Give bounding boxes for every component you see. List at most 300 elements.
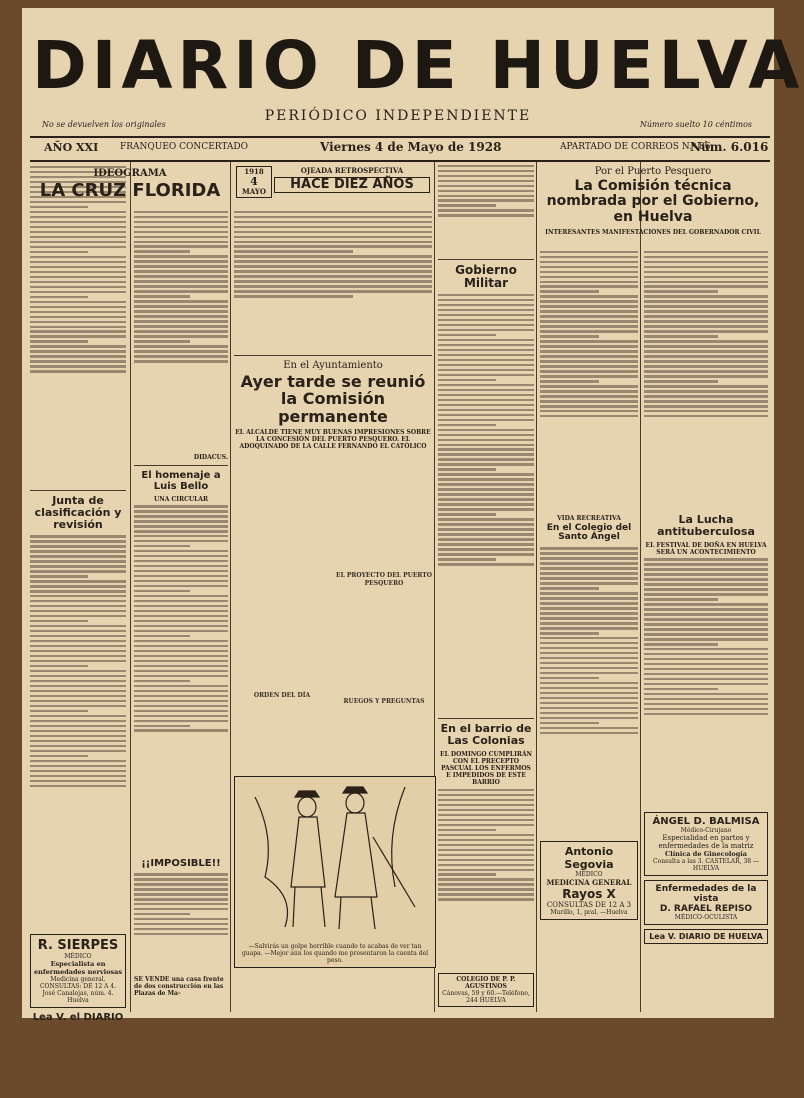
segovia-role: MÉDICO bbox=[575, 871, 603, 879]
retro-month: MAYO bbox=[242, 187, 266, 196]
repiso-ad bbox=[644, 880, 768, 925]
repiso-role: MÉDICO-OCULISTA bbox=[674, 914, 738, 922]
text-line bbox=[540, 642, 638, 644]
text-line bbox=[438, 354, 534, 356]
lea-footer: Lea V. DIARIO DE HUELVA bbox=[644, 929, 768, 944]
text-line bbox=[30, 680, 126, 682]
text-line bbox=[540, 390, 638, 392]
postage-label: FRANQUEO CONCERTADO bbox=[120, 142, 248, 152]
vida-body bbox=[540, 547, 638, 837]
text-line bbox=[540, 577, 638, 579]
text-line bbox=[540, 385, 638, 387]
text-line bbox=[644, 688, 718, 690]
text-line bbox=[134, 515, 228, 517]
text-line bbox=[644, 588, 768, 590]
text-line bbox=[644, 623, 768, 625]
text-line bbox=[30, 545, 126, 547]
text-line bbox=[540, 587, 599, 589]
text-line bbox=[644, 713, 768, 715]
text-line bbox=[134, 560, 228, 562]
pesquero-body-a bbox=[540, 251, 638, 511]
retro-body bbox=[234, 211, 432, 351]
text-line bbox=[30, 625, 126, 627]
text-line bbox=[644, 558, 768, 560]
text-line bbox=[644, 658, 768, 660]
text-line bbox=[438, 359, 534, 361]
text-line bbox=[134, 600, 228, 602]
text-line bbox=[134, 216, 228, 218]
text-line bbox=[438, 873, 496, 875]
text-line bbox=[134, 655, 228, 657]
text-line bbox=[540, 271, 638, 273]
text-line bbox=[438, 339, 534, 341]
text-line bbox=[134, 295, 190, 297]
text-line bbox=[644, 708, 768, 710]
text-line bbox=[644, 320, 768, 322]
text-line bbox=[30, 276, 126, 278]
text-line bbox=[540, 617, 638, 619]
imposible-title: ¡¡IMPOSIBLE!! bbox=[141, 858, 221, 870]
text-line bbox=[134, 335, 228, 337]
junta-title: Junta de clasificación y revisión bbox=[34, 494, 122, 532]
text-line bbox=[134, 705, 228, 707]
text-line bbox=[438, 175, 534, 177]
retro-date-box bbox=[236, 166, 272, 198]
text-line bbox=[30, 655, 126, 657]
text-line bbox=[134, 350, 228, 352]
text-line bbox=[540, 552, 638, 554]
text-line bbox=[30, 365, 126, 367]
balmisa-spec: Especialidad en partos y enfermedades de la matriz bbox=[658, 834, 754, 851]
text-line bbox=[438, 834, 534, 836]
text-line bbox=[30, 540, 126, 542]
text-line bbox=[438, 394, 534, 396]
text-line bbox=[30, 575, 88, 577]
text-line bbox=[134, 903, 228, 905]
dateline-bar bbox=[30, 136, 770, 162]
text-line bbox=[438, 814, 534, 816]
balmisa-role: Médico-Cirujano bbox=[680, 827, 732, 835]
text-line bbox=[134, 250, 190, 252]
text-line bbox=[438, 523, 534, 525]
column-rule bbox=[130, 162, 131, 1012]
text-line bbox=[438, 528, 534, 530]
homenaje-sub: UNA CIRCULAR bbox=[154, 495, 208, 503]
text-line bbox=[134, 236, 228, 238]
sierpes-spec: Especialista en enfermedades nerviosas bbox=[34, 960, 122, 977]
text-line bbox=[30, 620, 88, 622]
text-line bbox=[644, 380, 718, 382]
text-line bbox=[30, 535, 126, 537]
junta-body-text bbox=[30, 535, 126, 930]
text-line bbox=[438, 319, 534, 321]
text-line bbox=[644, 648, 768, 650]
text-line bbox=[30, 710, 88, 712]
text-line bbox=[540, 315, 638, 317]
text-line bbox=[234, 226, 432, 228]
text-line bbox=[134, 300, 228, 302]
originals-notice: No se devuelven los originales bbox=[42, 120, 166, 129]
text-line bbox=[438, 374, 534, 376]
text-line bbox=[438, 538, 534, 540]
text-line bbox=[30, 615, 126, 617]
text-line bbox=[30, 690, 126, 692]
text-line bbox=[30, 740, 126, 742]
text-line bbox=[134, 898, 228, 900]
text-line bbox=[644, 653, 768, 655]
column-3 bbox=[234, 208, 432, 768]
text-line bbox=[644, 410, 768, 412]
text-line bbox=[30, 296, 88, 298]
text-line bbox=[438, 854, 534, 856]
agustinos-ad bbox=[438, 973, 534, 1007]
text-line bbox=[540, 405, 638, 407]
text-line bbox=[438, 859, 534, 861]
text-line bbox=[134, 550, 228, 552]
text-line bbox=[30, 335, 126, 337]
text-line bbox=[438, 369, 534, 371]
text-line bbox=[644, 683, 768, 685]
retro-kicker: OJEADA RETROSPECTIVA bbox=[300, 166, 404, 175]
text-line bbox=[540, 290, 599, 292]
text-line bbox=[644, 340, 768, 342]
text-line bbox=[644, 276, 768, 278]
text-line bbox=[134, 625, 228, 627]
sierpes-name: R. SIERPES bbox=[37, 938, 119, 954]
text-line bbox=[644, 698, 768, 700]
text-line bbox=[438, 543, 534, 545]
text-line bbox=[134, 888, 228, 890]
text-line bbox=[438, 309, 534, 311]
text-line bbox=[540, 592, 638, 594]
text-line bbox=[30, 216, 126, 218]
text-line bbox=[134, 595, 228, 597]
text-line bbox=[540, 702, 638, 704]
column-5 bbox=[540, 248, 638, 1098]
segovia-name: Antonio Segovia bbox=[564, 845, 614, 872]
text-line bbox=[234, 250, 353, 252]
text-line bbox=[438, 209, 534, 211]
text-line bbox=[30, 685, 126, 687]
text-line bbox=[438, 498, 534, 500]
segovia-ad bbox=[540, 841, 638, 920]
text-line bbox=[438, 789, 534, 791]
text-line bbox=[540, 657, 638, 659]
segovia-general: MEDICINA GENERAL bbox=[546, 878, 632, 888]
text-line bbox=[30, 266, 126, 268]
text-line bbox=[644, 325, 768, 327]
text-line bbox=[644, 365, 768, 367]
text-line bbox=[234, 280, 432, 282]
text-line bbox=[540, 677, 599, 679]
text-line bbox=[644, 703, 768, 705]
text-line bbox=[438, 299, 534, 301]
text-line bbox=[438, 190, 534, 192]
text-line bbox=[438, 483, 534, 485]
text-line bbox=[134, 650, 228, 652]
text-line bbox=[438, 458, 534, 460]
text-line bbox=[134, 510, 228, 512]
text-line bbox=[644, 345, 768, 347]
text-line bbox=[134, 665, 228, 667]
cruz-signature: DIDACUS. bbox=[193, 453, 228, 461]
cruz-body-text bbox=[30, 166, 126, 486]
text-line bbox=[540, 360, 638, 362]
text-line bbox=[540, 266, 638, 268]
text-line bbox=[134, 928, 228, 930]
text-line bbox=[234, 275, 432, 277]
text-line bbox=[134, 690, 228, 692]
column-1 bbox=[30, 162, 126, 1024]
text-line bbox=[134, 505, 228, 507]
text-line bbox=[644, 310, 768, 312]
text-line bbox=[644, 598, 718, 600]
lascolonias-sub: EL DOMINGO CUMPLIRÁN CON EL PRECEPTO PASCUAL LOS ENFERMOS E IMPEDIDOS DE ESTE BARRIO bbox=[440, 751, 532, 787]
text-line bbox=[540, 310, 638, 312]
text-line bbox=[540, 410, 638, 412]
text-line bbox=[134, 635, 190, 637]
text-line bbox=[134, 878, 228, 880]
text-line bbox=[30, 330, 126, 332]
text-line bbox=[30, 755, 88, 757]
col4-top-body bbox=[438, 165, 534, 255]
text-line bbox=[644, 638, 768, 640]
text-line bbox=[540, 647, 638, 649]
text-line bbox=[438, 434, 534, 436]
text-line bbox=[234, 265, 432, 267]
text-line bbox=[134, 923, 228, 925]
text-line bbox=[30, 705, 126, 707]
text-line bbox=[134, 530, 228, 532]
text-line bbox=[234, 270, 432, 272]
year-label: AÑO XXI bbox=[44, 141, 99, 154]
text-line bbox=[134, 340, 190, 342]
text-line bbox=[134, 570, 228, 572]
text-line bbox=[540, 380, 599, 382]
text-line bbox=[438, 165, 534, 167]
po-box: APARTADO DE CORREOS N.º 86 bbox=[560, 142, 711, 152]
text-line bbox=[644, 355, 768, 357]
text-line bbox=[540, 557, 638, 559]
text-line bbox=[134, 660, 228, 662]
text-line bbox=[540, 707, 638, 709]
vida-kicker: VIDA RECREATIVA bbox=[557, 514, 621, 522]
text-line bbox=[134, 260, 228, 262]
issue-number: Núm. 6.016 bbox=[690, 140, 769, 154]
text-line bbox=[540, 325, 638, 327]
text-line bbox=[134, 710, 228, 712]
gobierno-body bbox=[438, 294, 534, 714]
segovia-hours: CONSULTAS DE 12 A 3 bbox=[546, 901, 632, 910]
balmisa-clinic: Clínica de Ginecología bbox=[665, 850, 747, 859]
text-line bbox=[644, 395, 768, 397]
text-line bbox=[438, 478, 534, 480]
text-line bbox=[30, 360, 126, 362]
pesquero-header bbox=[540, 162, 766, 252]
text-line bbox=[134, 275, 228, 277]
text-line bbox=[540, 350, 638, 352]
text-line bbox=[644, 295, 768, 297]
text-line bbox=[134, 670, 228, 672]
segovia-address: Murillo, 1, pral. —Huelva bbox=[550, 909, 628, 917]
text-line bbox=[540, 567, 638, 569]
text-line bbox=[134, 305, 228, 307]
text-line bbox=[438, 329, 534, 331]
text-line bbox=[30, 760, 126, 762]
segovia-xray: Rayos X bbox=[562, 887, 616, 902]
text-line bbox=[134, 700, 228, 702]
text-line bbox=[540, 667, 638, 669]
text-line bbox=[30, 730, 126, 732]
text-line bbox=[30, 340, 88, 342]
text-line bbox=[438, 204, 496, 206]
text-line bbox=[30, 281, 126, 283]
text-line bbox=[134, 620, 228, 622]
ayunt-body-a bbox=[234, 452, 330, 782]
text-line bbox=[644, 583, 768, 585]
cruz-kicker: IDEOGRAMA bbox=[93, 168, 167, 179]
text-line bbox=[540, 697, 638, 699]
text-line bbox=[540, 562, 638, 564]
text-line bbox=[540, 572, 638, 574]
text-line bbox=[644, 266, 768, 268]
text-line bbox=[438, 414, 534, 416]
text-line bbox=[134, 893, 228, 895]
text-line bbox=[134, 226, 228, 228]
text-line bbox=[30, 211, 126, 213]
text-line bbox=[134, 520, 228, 522]
retro-year: 1918 bbox=[244, 167, 264, 176]
text-line bbox=[644, 375, 768, 377]
text-line bbox=[234, 245, 432, 247]
ayunt-kicker: En el Ayuntamiento bbox=[283, 359, 383, 371]
text-line bbox=[540, 285, 638, 287]
text-line bbox=[540, 345, 638, 347]
text-line bbox=[134, 535, 228, 537]
text-line bbox=[30, 645, 126, 647]
text-line bbox=[438, 558, 496, 560]
text-line bbox=[134, 680, 190, 682]
text-line bbox=[30, 370, 126, 372]
text-line bbox=[30, 720, 126, 722]
text-line bbox=[438, 294, 534, 296]
text-line bbox=[134, 675, 228, 677]
text-line bbox=[234, 285, 432, 287]
text-line bbox=[644, 618, 768, 620]
text-line bbox=[30, 670, 126, 672]
text-line bbox=[438, 439, 534, 441]
text-line bbox=[134, 610, 228, 612]
text-line bbox=[30, 291, 126, 293]
text-line bbox=[540, 335, 599, 337]
text-line bbox=[234, 216, 432, 218]
repiso-name: D. RAFAEL REPISO bbox=[659, 904, 753, 915]
text-line bbox=[438, 429, 534, 431]
text-line bbox=[644, 360, 768, 362]
text-line bbox=[540, 687, 638, 689]
text-line bbox=[644, 281, 768, 283]
text-line bbox=[438, 195, 534, 197]
lascolonias-title: En el barrio de Las Colonias bbox=[440, 721, 532, 748]
text-line bbox=[30, 605, 126, 607]
text-line bbox=[134, 715, 228, 717]
text-line bbox=[134, 575, 228, 577]
text-line bbox=[30, 640, 126, 642]
text-line bbox=[438, 893, 534, 895]
text-line bbox=[234, 295, 353, 297]
text-line bbox=[644, 568, 768, 570]
text-line bbox=[134, 883, 228, 885]
pesquero-body-b bbox=[644, 251, 768, 511]
text-line bbox=[30, 650, 126, 652]
pesquero-sub: INTERESANTES MANIFESTACIONES DEL GOBERNADOR CIVIL bbox=[545, 229, 761, 237]
text-line bbox=[134, 325, 228, 327]
text-line bbox=[30, 261, 126, 263]
text-line bbox=[438, 409, 534, 411]
text-line bbox=[644, 593, 768, 595]
pesquero-kicker: Por el Puerto Pesquero bbox=[594, 166, 712, 177]
text-line bbox=[438, 399, 534, 401]
text-line bbox=[134, 695, 228, 697]
text-line bbox=[134, 525, 228, 527]
newspaper-subtitle: PERIÓDICO INDEPENDIENTE bbox=[264, 108, 532, 124]
masthead bbox=[22, 8, 804, 138]
text-line bbox=[438, 878, 534, 880]
text-line bbox=[540, 295, 638, 297]
text-line bbox=[30, 735, 126, 737]
text-line bbox=[30, 550, 126, 552]
text-line bbox=[540, 330, 638, 332]
text-line bbox=[30, 700, 126, 702]
text-line bbox=[134, 720, 228, 722]
text-line bbox=[540, 547, 638, 549]
text-line bbox=[438, 170, 534, 172]
text-line bbox=[30, 306, 126, 308]
text-line bbox=[30, 355, 126, 357]
text-line bbox=[540, 662, 638, 664]
text-line bbox=[134, 330, 228, 332]
text-line bbox=[234, 231, 432, 233]
column-6 bbox=[644, 248, 768, 1098]
retro-day: 4 bbox=[250, 175, 258, 188]
text-line bbox=[30, 780, 126, 782]
balmisa-ad bbox=[644, 812, 768, 876]
text-line bbox=[644, 643, 718, 645]
text-line bbox=[134, 590, 190, 592]
text-line bbox=[644, 271, 768, 273]
homenaje-title: El homenaje a Luis Bello bbox=[141, 469, 221, 492]
text-line bbox=[644, 678, 768, 680]
text-line bbox=[438, 513, 496, 515]
text-line bbox=[540, 652, 638, 654]
text-line bbox=[134, 231, 228, 233]
text-line bbox=[438, 488, 534, 490]
text-line bbox=[30, 345, 126, 347]
text-line bbox=[30, 321, 126, 323]
text-line bbox=[134, 221, 228, 223]
text-line bbox=[540, 717, 638, 719]
text-line bbox=[234, 211, 432, 213]
text-line bbox=[438, 448, 534, 450]
text-line bbox=[30, 560, 126, 562]
text-line bbox=[30, 256, 126, 258]
text-line bbox=[644, 330, 768, 332]
text-line bbox=[438, 553, 534, 555]
text-line bbox=[134, 280, 228, 282]
text-line bbox=[540, 370, 638, 372]
text-line bbox=[438, 324, 534, 326]
text-line bbox=[644, 385, 768, 387]
